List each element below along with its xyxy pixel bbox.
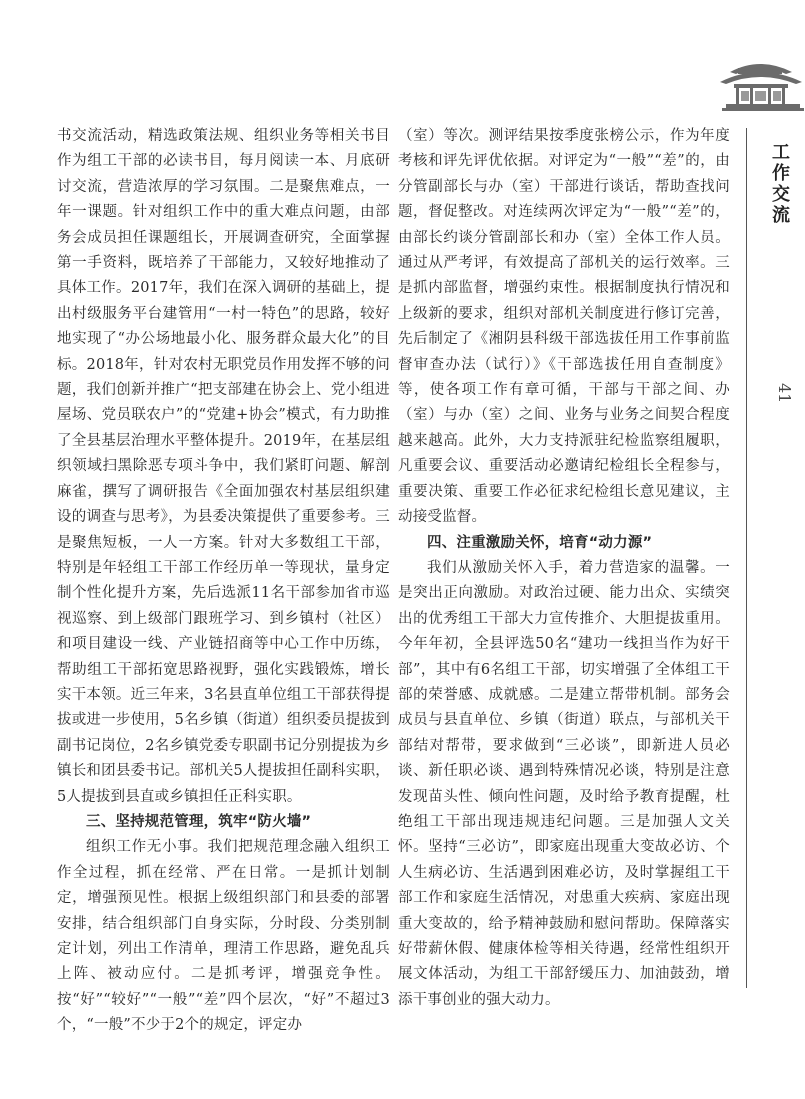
- paragraph: （室）等次。测评结果按季度张榜公示，作为年度考核和评先评优依据。对评定为“一般”“差”的，由分管副部长与办（室）干部进行谈话，帮助查找问题，督促整改。对连续两次评定为“一般”“差”的，由部长约谈分管副部长和办（室）全体工作人员。通过从严考评，有效提高了部机关的运行效率。三是抓内部监督，增强约束性。根据制度执行情况和上级新的要求，组织对部机关制度进行修订完善，先后制定了《湘阴县科级干部选拔任用工作事前监督审查办法（试行）》《干部选拔任用自查制度》等，使各项工作有章可循，干部与干部之间、办（室）与办（室）之间、业务与业务之间契合程度越来越高。此外，大力支持派驻纪检监察组履职，凡重要会议、重要活动必邀请纪检组长全程参与，重要决策、重要工作必征求纪检组长意见建议，主动接受监督。: [398, 128, 730, 526]
- section-heading: 四、注重激励关怀，培育“动力源”: [427, 534, 653, 551]
- paragraph: 组织工作无小事。我们把规范理念融入组织工作全过程，抓在经常、严在日常。一是抓计划制定，增强预见性。根据上级组织部门和县委的部署安排，结合组织部门自身实际，分时段、分类别制定计划，列出工作清单，理清工作思路，避免乱兵上阵、被动应付。二是抓考评，增强竞争性。按“好”“较好”“一般”“差”四个层次，“好”不超过3个，“一般”不少于2个的规定，评定办: [57, 839, 390, 1034]
- right-column: [398, 124, 730, 1013]
- left-column: [57, 124, 390, 1039]
- page-number: 41: [775, 383, 794, 404]
- paragraph: 书交流活动，精选政策法规、组织业务等相关书目作为组工干部的必读书目，每月阅读一本、月底研讨交流，营造浓厚的学习氛围。二是聚焦难点，一年一课题。针对组织工作中的重大难点问题，由部务会成员担任课题组长，开展调查研究，全面掌握第一手资料，既培养了干部能力，又较好地推动了具体工作。2017年，我们在深入调研的基础上，提出村级服务平台建管用“一村一特色”的思路，较好地实现了“办公场地最小化、服务群众最大化”的目标。2018年，针对农村无职党员作用发挥不够的问题，我们创新并推广“把支部建在协会上、党小组进屋场、党员联农户”的“党建+协会”模式，有力助推了全县基层治理水平整体提升。2019年，在基层组织领域扫黑除恶专项斗争中，我们紧盯问题、解剖麻雀，撰写了调研报告《全面加强农村基层组织建设的调查与思考》，为县委决策提供了重要参考。三是聚焦短板，一人一方案。针对大多数组工干部，特别是年轻组工干部工作经历单一等现状，量身定制个性化提升方案，先后选派11名干部参加省市巡视巡察、到上级部门跟班学习、到乡镇村（社区）和项目建设一线、产业链招商等中心工作中历练，帮助组工干部拓宽思路视野，强化实践锻炼，增长实干本领。近三年来，3名县直单位组工干部获得提拔或进一步使用，5名乡镇（街道）组织委员提拔到副书记岗位，2名乡镇党委专职副书记分别提拔为乡镇长和团县委书记。部机关5人提拔担任副科实职，5人提拔到县直或乡镇担任正科实职。: [57, 128, 390, 805]
- section-title: 工作交流: [769, 142, 790, 226]
- section-heading: 三、坚持规范管理，筑牢“防火墙”: [86, 813, 312, 830]
- paragraph: 我们从激励关怀入手，着力营造家的温馨。一是突出正向激励。对政治过硬、能力出众、实绩突出的优秀组工干部大力宣传推介、大胆提拔重用。今年年初，全县评选50名“建功一线担当作为好干部”，其中有6名组工干部，切实增强了全体组工干部的荣誉感、成就感。二是建立帮带机制。部务会成员与县直单位、乡镇（街道）联点，与部机关干部结对帮带，要求做到“三必谈”，即新进人员必谈、新任职必谈、遇到特殊情况必谈，特别是注意发现苗头性、倾向性问题，及时给予教育提醒，杜绝组工干部出现违规违纪问题。三是加强人文关怀。坚持“三必访”，即家庭出现重大变故必访、个人生病必访、生活遇到困难必访，及时掌握组工干部工作和家庭生活情况，对患重大疾病、家庭出现重大变故的，给予精神鼓励和慰问帮助。保障落实好带薪休假、健康体检等相关待遇，经常性组织开展文体活动，为组工干部舒缓压力、加油鼓劲，增添干事创业的强大动力。: [398, 559, 730, 1008]
- side-divider: [746, 128, 747, 988]
- pavilion-logo-icon: [716, 60, 805, 120]
